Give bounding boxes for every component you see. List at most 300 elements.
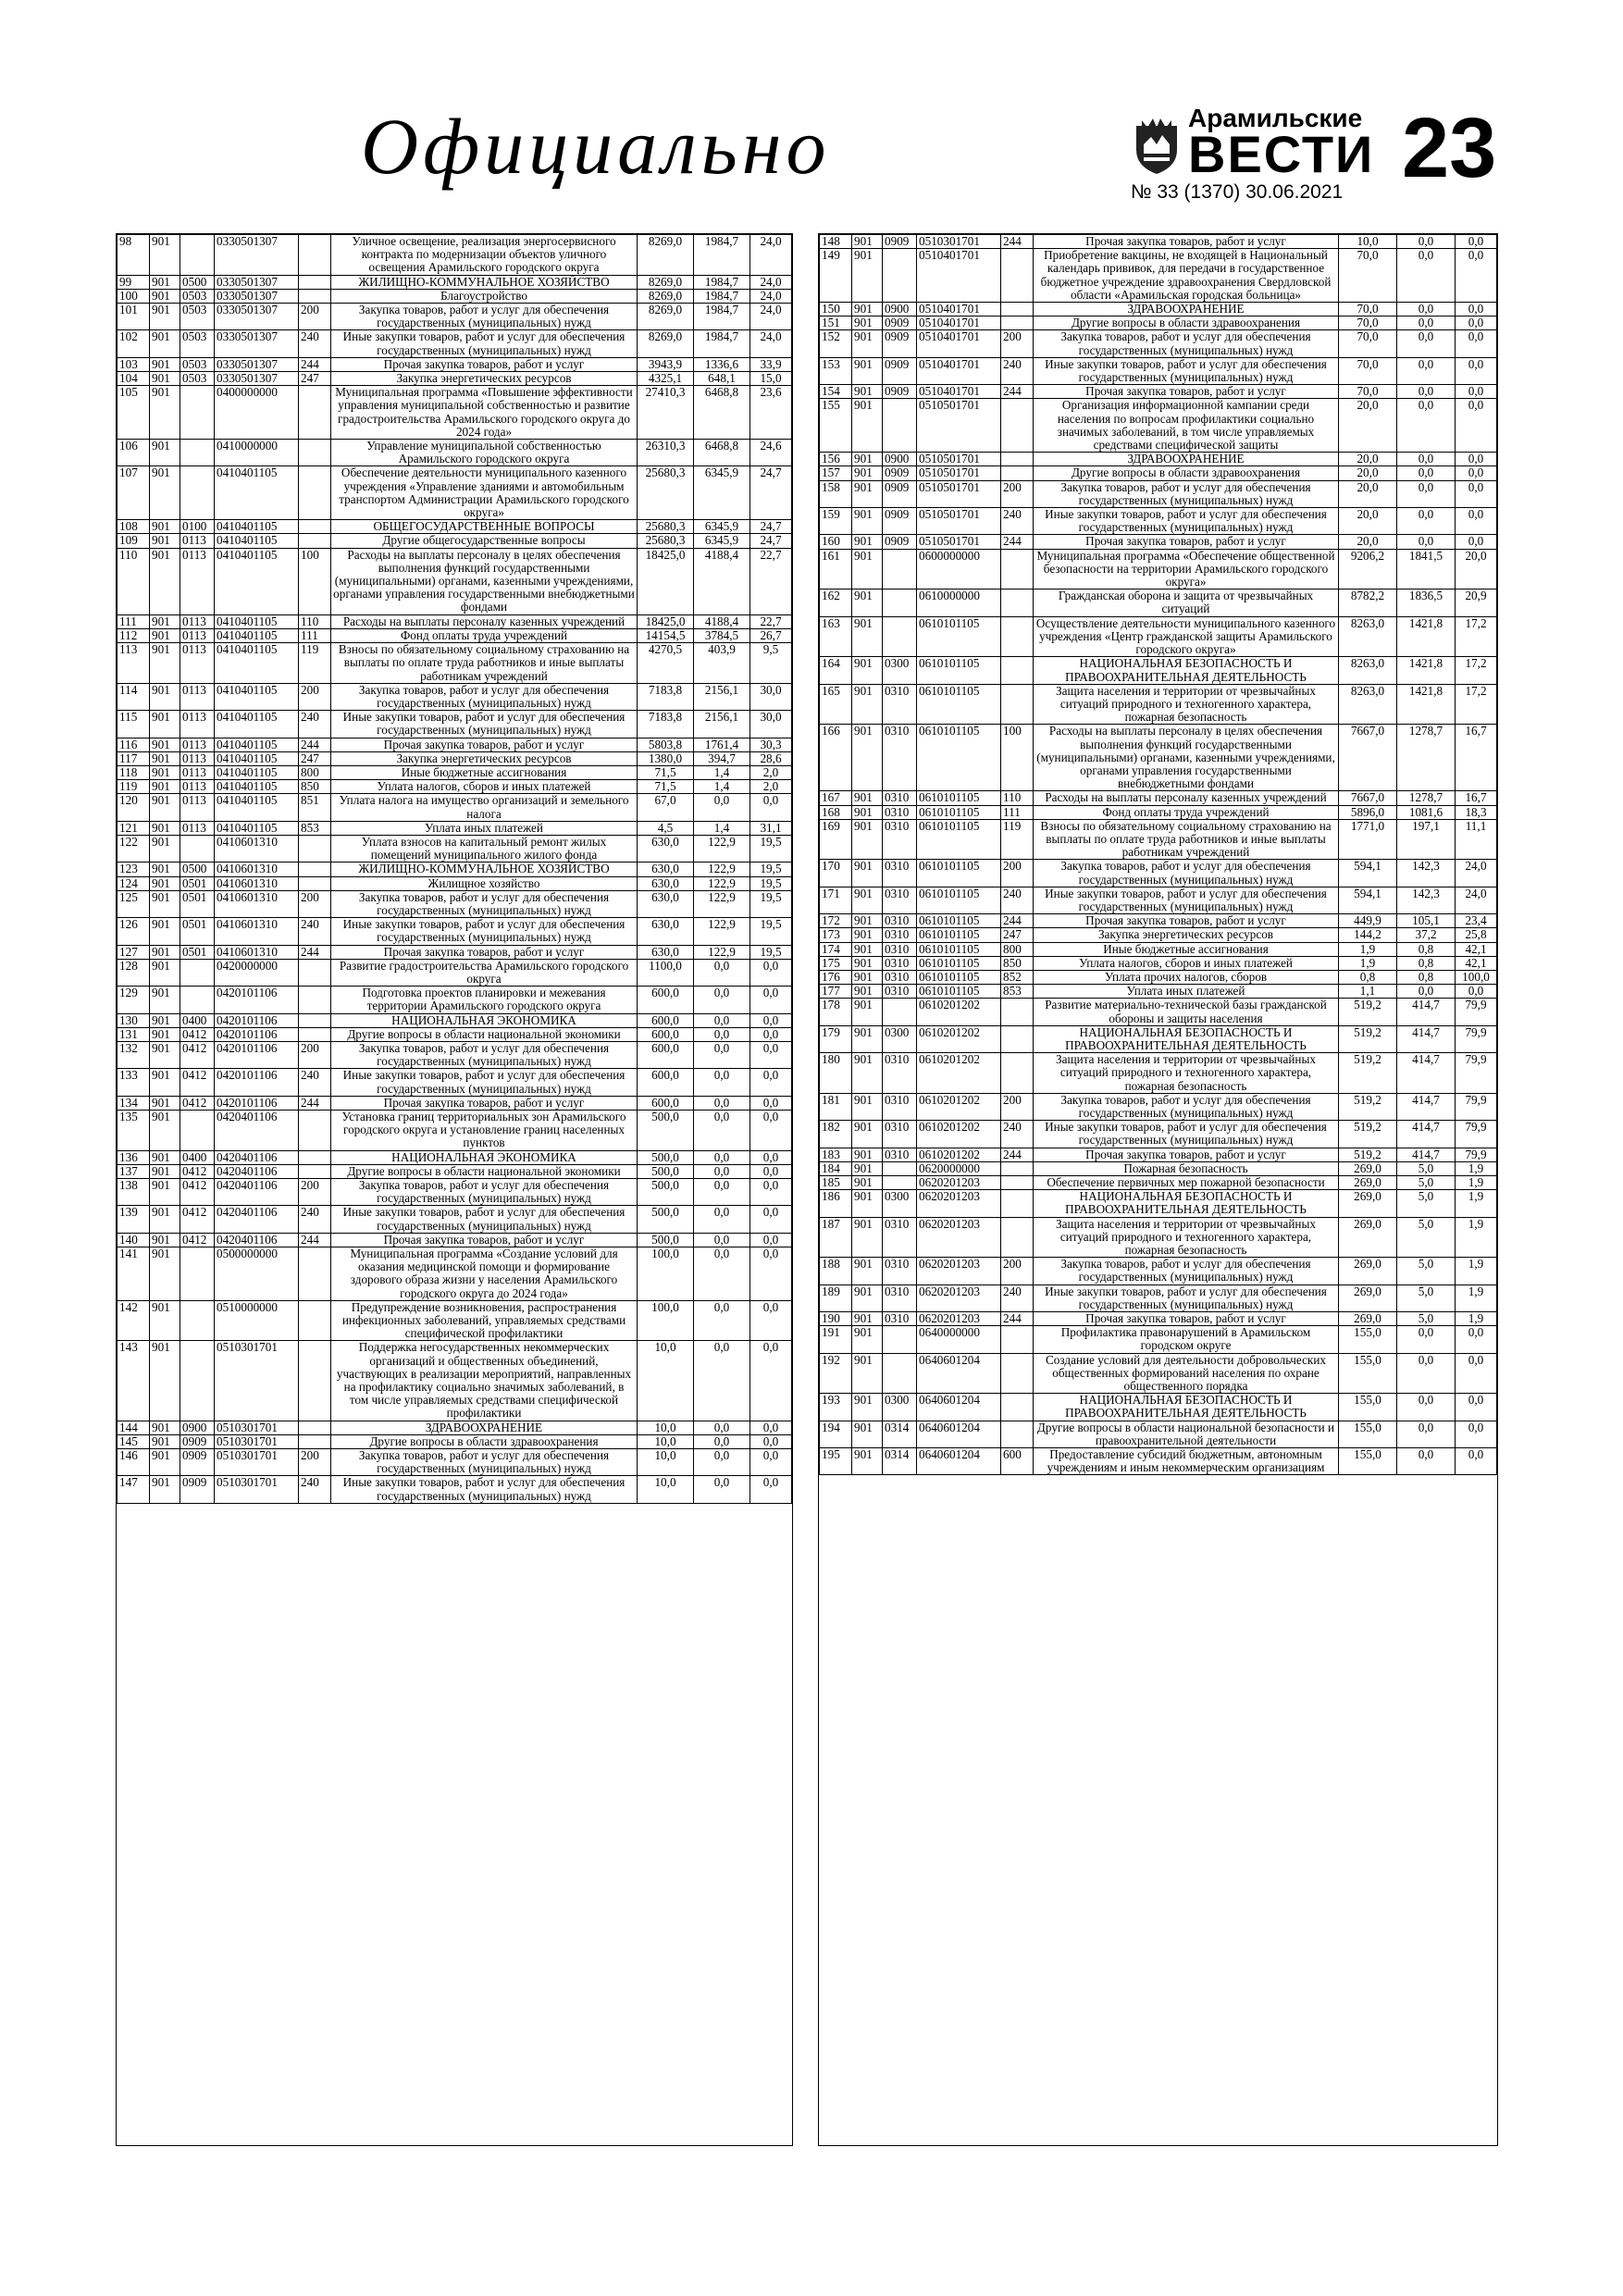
table-row (820, 480, 1497, 507)
table-row (820, 235, 1497, 249)
section-code: 0314 (883, 1448, 917, 1475)
plan-amount: 26310,3 (638, 440, 694, 466)
row-number: 146 (118, 1449, 150, 1476)
plan-amount: 10,0 (638, 1421, 694, 1434)
table-row (118, 235, 792, 276)
section-code: 0909 (883, 508, 917, 535)
row-number: 106 (118, 440, 150, 466)
plan-amount: 8782,2 (1339, 590, 1397, 616)
table-row (118, 548, 792, 614)
section-code: 0909 (883, 235, 917, 249)
target-code: 0510301701 (215, 1434, 299, 1448)
row-number: 176 (820, 970, 852, 984)
section-code (883, 999, 917, 1025)
section-code: 0503 (180, 372, 215, 386)
admin-code: 901 (150, 548, 180, 614)
execution-percent: 15,0 (750, 372, 792, 386)
row-number: 178 (820, 999, 852, 1025)
expense-type-code (299, 1341, 331, 1421)
expense-type-code (1001, 1053, 1034, 1094)
section-code: 0310 (883, 942, 917, 956)
row-number: 168 (820, 805, 852, 819)
target-code: 0420000000 (215, 959, 299, 986)
admin-code: 901 (150, 372, 180, 386)
expense-type-code: 110 (1001, 791, 1034, 805)
admin-code: 901 (852, 466, 883, 480)
section-code: 0113 (180, 794, 215, 821)
expense-type-code (299, 289, 331, 303)
brand-top: Арамильские (1188, 104, 1363, 132)
expense-type-code (299, 1027, 331, 1041)
section-code: 0909 (180, 1434, 215, 1448)
plan-amount: 630,0 (638, 863, 694, 876)
section-code: 0113 (180, 643, 215, 684)
admin-code: 901 (150, 1150, 180, 1164)
table-row (820, 725, 1497, 791)
admin-code: 901 (150, 1041, 180, 1068)
execution-percent: 24,0 (1456, 887, 1497, 913)
target-code: 0410401105 (215, 751, 299, 765)
row-number: 182 (820, 1121, 852, 1148)
plan-amount: 630,0 (638, 890, 694, 917)
item-name: Закупка товаров, работ и услуг для обеспечения государственных (муниципальных) нужд (1034, 1093, 1339, 1120)
expense-type-code: 244 (299, 1233, 331, 1247)
table-row (820, 956, 1497, 970)
actual-amount: 0,0 (694, 1421, 750, 1434)
table-row (820, 616, 1497, 657)
plan-amount: 269,0 (1339, 1176, 1397, 1190)
row-number: 156 (820, 453, 852, 466)
admin-code: 901 (852, 914, 883, 928)
row-number: 185 (820, 1176, 852, 1190)
table-row (118, 1421, 792, 1434)
expense-type-code (1001, 999, 1034, 1025)
section-code: 0310 (883, 1053, 917, 1094)
plan-amount: 10,0 (638, 1434, 694, 1448)
execution-percent: 0,0 (1456, 1421, 1497, 1447)
admin-code: 901 (150, 863, 180, 876)
expense-type-code: 244 (299, 945, 331, 959)
table-row (118, 1096, 792, 1110)
expense-type-code (299, 959, 331, 986)
admin-code: 901 (852, 1190, 883, 1217)
table-row (118, 945, 792, 959)
actual-amount: 1984,7 (694, 235, 750, 276)
target-code: 0510401701 (917, 303, 1001, 316)
row-number: 139 (118, 1206, 150, 1233)
item-name: ЗДРАВООХРАНЕНИЕ (1034, 303, 1339, 316)
item-name: Уплата налога на имущество организаций и земельного налога (331, 794, 638, 821)
target-code: 0620201203 (917, 1176, 1001, 1190)
table-row (118, 304, 792, 330)
admin-code: 901 (852, 1353, 883, 1394)
item-name: Создание условий для деятельности добровольческих общественных формирований населения по охране общественного порядка (1034, 1353, 1339, 1394)
execution-percent: 0,0 (1456, 1448, 1497, 1475)
row-number: 130 (118, 1013, 150, 1027)
execution-percent: 20,9 (1456, 590, 1497, 616)
table-row (820, 1025, 1497, 1052)
expense-type-code (299, 466, 331, 520)
expense-type-code: 244 (299, 738, 331, 751)
expense-type-code (1001, 1394, 1034, 1421)
item-name: Прочая закупка товаров, работ и услуг (331, 1096, 638, 1110)
item-name: Прочая закупка товаров, работ и услуг (1034, 235, 1339, 249)
expense-type-code: 200 (1001, 1093, 1034, 1120)
execution-percent: 0,0 (750, 1041, 792, 1068)
actual-amount: 0,0 (1397, 1353, 1456, 1394)
target-code: 0610101105 (917, 805, 1001, 819)
table-row (820, 399, 1497, 453)
admin-code: 901 (852, 535, 883, 549)
admin-code: 901 (852, 357, 883, 384)
section-code (180, 235, 215, 276)
plan-amount: 20,0 (1339, 466, 1397, 480)
row-number: 114 (118, 683, 150, 710)
execution-percent: 22,7 (750, 614, 792, 628)
section-code: 0310 (883, 1312, 917, 1326)
expense-type-code (1001, 1421, 1034, 1447)
row-number: 177 (820, 985, 852, 999)
admin-code: 901 (852, 330, 883, 357)
execution-percent: 42,1 (1456, 942, 1497, 956)
expense-type-code (1001, 249, 1034, 303)
table-row (820, 1448, 1497, 1475)
section-code: 0501 (180, 918, 215, 945)
table-row (118, 534, 792, 548)
execution-percent: 31,1 (750, 821, 792, 835)
plan-amount: 600,0 (638, 1027, 694, 1041)
budget-table-left-body (118, 235, 792, 1504)
plan-amount: 10,0 (638, 1341, 694, 1421)
target-code: 0610101105 (917, 616, 1001, 657)
execution-percent: 2,0 (750, 780, 792, 794)
expense-type-code: 200 (1001, 480, 1034, 507)
item-name: Жилищное хозяйство (331, 876, 638, 890)
plan-amount: 519,2 (1339, 1093, 1397, 1120)
section-code: 0503 (180, 304, 215, 330)
section-code: 0503 (180, 330, 215, 357)
item-name: Иные закупки товаров, работ и услуг для обеспечения государственных (муниципальных) нужд (331, 1069, 638, 1096)
actual-amount: 5,0 (1397, 1176, 1456, 1190)
section-code (180, 959, 215, 986)
execution-percent: 0,0 (1456, 1326, 1497, 1353)
execution-percent: 0,0 (750, 1421, 792, 1434)
actual-amount: 0,0 (694, 1247, 750, 1301)
row-number: 166 (820, 725, 852, 791)
execution-percent: 0,0 (750, 794, 792, 821)
admin-code: 901 (150, 1476, 180, 1503)
item-name: Другие вопросы в области национальной безопасности и правоохранительной деятельности (1034, 1421, 1339, 1447)
admin-code: 901 (150, 987, 180, 1013)
actual-amount: 394,7 (694, 751, 750, 765)
admin-code: 901 (150, 386, 180, 440)
section-code: 0310 (883, 1217, 917, 1258)
item-name: Иные бюджетные ассигнования (331, 765, 638, 779)
item-name: Закупка товаров, работ и услуг для обеспечения государственных (муниципальных) нужд (1034, 860, 1339, 887)
target-code: 0640601204 (917, 1394, 1001, 1421)
section-code: 0100 (180, 520, 215, 534)
plan-amount: 71,5 (638, 780, 694, 794)
item-name: Другие вопросы в области здравоохранения (331, 1434, 638, 1448)
target-code: 0420401106 (215, 1150, 299, 1164)
item-name: ЖИЛИЩНО-КОММУНАЛЬНОЕ ХОЗЯЙСТВО (331, 275, 638, 289)
execution-percent: 79,9 (1456, 1121, 1497, 1148)
section-code: 0113 (180, 683, 215, 710)
row-number: 134 (118, 1096, 150, 1110)
target-code: 0600000000 (917, 549, 1001, 590)
section-code: 0310 (883, 1121, 917, 1148)
admin-code: 901 (150, 466, 180, 520)
execution-percent: 79,9 (1456, 1148, 1497, 1161)
section-code: 0113 (180, 765, 215, 779)
row-number: 123 (118, 863, 150, 876)
target-code: 0410401105 (215, 765, 299, 779)
row-number: 181 (820, 1093, 852, 1120)
row-number: 144 (118, 1421, 150, 1434)
admin-code: 901 (150, 1421, 180, 1434)
table-row (820, 999, 1497, 1025)
admin-code: 901 (150, 1449, 180, 1476)
execution-percent: 79,9 (1456, 999, 1497, 1025)
section-code: 0909 (180, 1476, 215, 1503)
table-row (820, 303, 1497, 316)
actual-amount: 0,0 (694, 1041, 750, 1068)
target-code: 0510401701 (917, 316, 1001, 330)
execution-percent: 0,0 (1456, 466, 1497, 480)
plan-amount: 155,0 (1339, 1448, 1397, 1475)
row-number: 175 (820, 956, 852, 970)
row-number: 173 (820, 928, 852, 942)
section-code (180, 1341, 215, 1421)
expense-type-code (1001, 657, 1034, 684)
item-name: Фонд оплаты труда учреждений (1034, 805, 1339, 819)
plan-amount: 20,0 (1339, 453, 1397, 466)
row-number: 180 (820, 1053, 852, 1094)
section-code: 0310 (883, 791, 917, 805)
plan-amount: 4325,1 (638, 372, 694, 386)
target-code: 0640601204 (917, 1448, 1001, 1475)
actual-amount: 414,7 (1397, 1148, 1456, 1161)
table-row (820, 466, 1497, 480)
admin-code: 901 (150, 1233, 180, 1247)
target-code: 0420101106 (215, 1013, 299, 1027)
section-code: 0501 (180, 876, 215, 890)
expense-type-code (299, 863, 331, 876)
expense-type-code: 244 (1001, 914, 1034, 928)
actual-amount: 0,0 (694, 1111, 750, 1151)
table-row (118, 959, 792, 986)
section-code: 0400 (180, 1013, 215, 1027)
item-name: НАЦИОНАЛЬНАЯ БЕЗОПАСНОСТЬ И ПРАВООХРАНИТЕЛЬНАЯ ДЕЯТЕЛЬНОСТЬ (1034, 1025, 1339, 1052)
target-code: 0610101105 (917, 860, 1001, 887)
row-number: 189 (820, 1285, 852, 1311)
admin-code: 901 (852, 985, 883, 999)
item-name: Защита населения и территории от чрезвычайных ситуаций природного и техногенного характера, пожарная безопасность (1034, 1217, 1339, 1258)
item-name: Закупка энергетических ресурсов (331, 751, 638, 765)
table-row (820, 1053, 1497, 1094)
expense-type-code: 851 (299, 794, 331, 821)
plan-amount: 20,0 (1339, 399, 1397, 453)
row-number: 193 (820, 1394, 852, 1421)
section-code: 0909 (883, 466, 917, 480)
item-name: Уличное освещение, реализация энергосервисного контракта по модернизации объектов уличного освещения Арамильского городского округа (331, 235, 638, 276)
execution-percent: 24,0 (750, 275, 792, 289)
admin-code: 901 (150, 520, 180, 534)
section-code: 0310 (883, 928, 917, 942)
execution-percent: 0,0 (750, 1434, 792, 1448)
plan-amount: 70,0 (1339, 303, 1397, 316)
plan-amount: 269,0 (1339, 1312, 1397, 1326)
target-code: 0410401105 (215, 534, 299, 548)
execution-percent: 0,0 (750, 1013, 792, 1027)
target-code: 0410401105 (215, 683, 299, 710)
target-code: 0510301701 (215, 1476, 299, 1503)
table-row (820, 535, 1497, 549)
section-code: 0412 (180, 1179, 215, 1206)
admin-code: 901 (852, 999, 883, 1025)
row-number: 125 (118, 890, 150, 917)
table-row (820, 1421, 1497, 1447)
item-name: Закупка товаров, работ и услуг для обеспечения государственных (муниципальных) нужд (331, 1449, 638, 1476)
row-number: 155 (820, 399, 852, 453)
plan-amount: 100,0 (638, 1247, 694, 1301)
expense-type-code: 247 (299, 751, 331, 765)
execution-percent: 24,0 (1456, 860, 1497, 887)
expense-type-code (1001, 549, 1034, 590)
table-row (118, 1247, 792, 1301)
target-code: 0420401106 (215, 1233, 299, 1247)
execution-percent: 25,8 (1456, 928, 1497, 942)
plan-amount: 594,1 (1339, 887, 1397, 913)
item-name: Прочая закупка товаров, работ и услуг (1034, 1148, 1339, 1161)
actual-amount: 1984,7 (694, 275, 750, 289)
section-code (883, 616, 917, 657)
expense-type-code (1001, 684, 1034, 725)
target-code: 0510501701 (917, 466, 1001, 480)
actual-amount: 122,9 (694, 945, 750, 959)
plan-amount: 144,2 (1339, 928, 1397, 942)
section-code: 0412 (180, 1069, 215, 1096)
actual-amount: 3784,5 (694, 628, 750, 642)
table-row (820, 249, 1497, 303)
admin-code: 901 (852, 657, 883, 684)
admin-code: 901 (150, 643, 180, 684)
section-code: 0113 (180, 548, 215, 614)
item-name: Развитие градостроительства Арамильского городского округа (331, 959, 638, 986)
execution-percent: 0,0 (750, 1111, 792, 1151)
target-code: 0410601310 (215, 945, 299, 959)
row-number: 195 (820, 1448, 852, 1475)
row-number: 140 (118, 1233, 150, 1247)
table-row (118, 821, 792, 835)
admin-code: 901 (852, 616, 883, 657)
admin-code: 901 (852, 819, 883, 860)
item-name: Закупка товаров, работ и услуг для обеспечения государственных (муниципальных) нужд (1034, 330, 1339, 357)
actual-amount: 0,0 (694, 1476, 750, 1503)
admin-code: 901 (150, 1013, 180, 1027)
item-name: Предупреждение возникновения, распространения инфекционных заболеваний, управляемых средствами специфической профилактики (331, 1300, 638, 1341)
execution-percent: 17,2 (1456, 657, 1497, 684)
table-row (118, 918, 792, 945)
row-number: 174 (820, 942, 852, 956)
target-code: 0400000000 (215, 386, 299, 440)
table-row (118, 1111, 792, 1151)
target-code: 0610101105 (917, 791, 1001, 805)
expense-type-code: 240 (1001, 1285, 1034, 1311)
target-code: 0510000000 (215, 1300, 299, 1341)
admin-code: 901 (150, 794, 180, 821)
admin-code: 901 (852, 928, 883, 942)
actual-amount: 6468,8 (694, 440, 750, 466)
expense-type-code: 853 (1001, 985, 1034, 999)
section-code: 0310 (883, 684, 917, 725)
expense-type-code (299, 1247, 331, 1301)
admin-code: 901 (150, 275, 180, 289)
table-row (118, 1027, 792, 1041)
table-row (118, 1179, 792, 1206)
execution-percent: 0,0 (1456, 385, 1497, 399)
item-name: ЗДРАВООХРАНЕНИЕ (331, 1421, 638, 1434)
expense-type-code: 111 (1001, 805, 1034, 819)
target-code: 0330501307 (215, 275, 299, 289)
admin-code: 901 (852, 1421, 883, 1447)
actual-amount: 1761,4 (694, 738, 750, 751)
expense-type-code: 852 (1001, 970, 1034, 984)
row-number: 161 (820, 549, 852, 590)
table-row (820, 1394, 1497, 1421)
table-row (820, 385, 1497, 399)
expense-type-code (1001, 1190, 1034, 1217)
plan-amount: 630,0 (638, 876, 694, 890)
actual-amount: 0,0 (694, 1179, 750, 1206)
expense-type-code: 244 (1001, 1312, 1034, 1326)
table-row (820, 1190, 1497, 1217)
actual-amount: 5,0 (1397, 1285, 1456, 1311)
table-row (118, 1150, 792, 1164)
expense-type-code: 244 (299, 357, 331, 371)
table-row (820, 860, 1497, 887)
target-code: 0330501307 (215, 304, 299, 330)
row-number: 117 (118, 751, 150, 765)
actual-amount: 2156,1 (694, 711, 750, 738)
actual-amount: 0,0 (1397, 1448, 1456, 1475)
actual-amount: 197,1 (1397, 819, 1456, 860)
execution-percent: 30,0 (750, 683, 792, 710)
plan-amount: 500,0 (638, 1206, 694, 1233)
execution-percent: 1,9 (1456, 1176, 1497, 1190)
item-name: Расходы на выплаты персоналу в целях обеспечения выполнения функций государственными (муниципальными) органами, казенными учреждениями, органами управления государственными внебюджетными фондами (1034, 725, 1339, 791)
row-number: 192 (820, 1353, 852, 1394)
table-row (118, 987, 792, 1013)
item-name: Закупка энергетических ресурсов (331, 372, 638, 386)
item-name: Прочая закупка товаров, работ и услуг (1034, 914, 1339, 928)
plan-amount: 18425,0 (638, 548, 694, 614)
admin-code: 901 (150, 738, 180, 751)
item-name: Уплата иных платежей (1034, 985, 1339, 999)
expense-type-code: 200 (1001, 860, 1034, 887)
section-code (883, 249, 917, 303)
expense-type-code: 200 (299, 304, 331, 330)
expense-type-code (1001, 316, 1034, 330)
execution-percent: 11,1 (1456, 819, 1497, 860)
table-row (118, 780, 792, 794)
expense-type-code (1001, 1176, 1034, 1190)
target-code: 0410401105 (215, 780, 299, 794)
section-code: 0909 (883, 357, 917, 384)
row-number: 167 (820, 791, 852, 805)
table-row (820, 1285, 1497, 1311)
expense-type-code: 100 (1001, 725, 1034, 791)
